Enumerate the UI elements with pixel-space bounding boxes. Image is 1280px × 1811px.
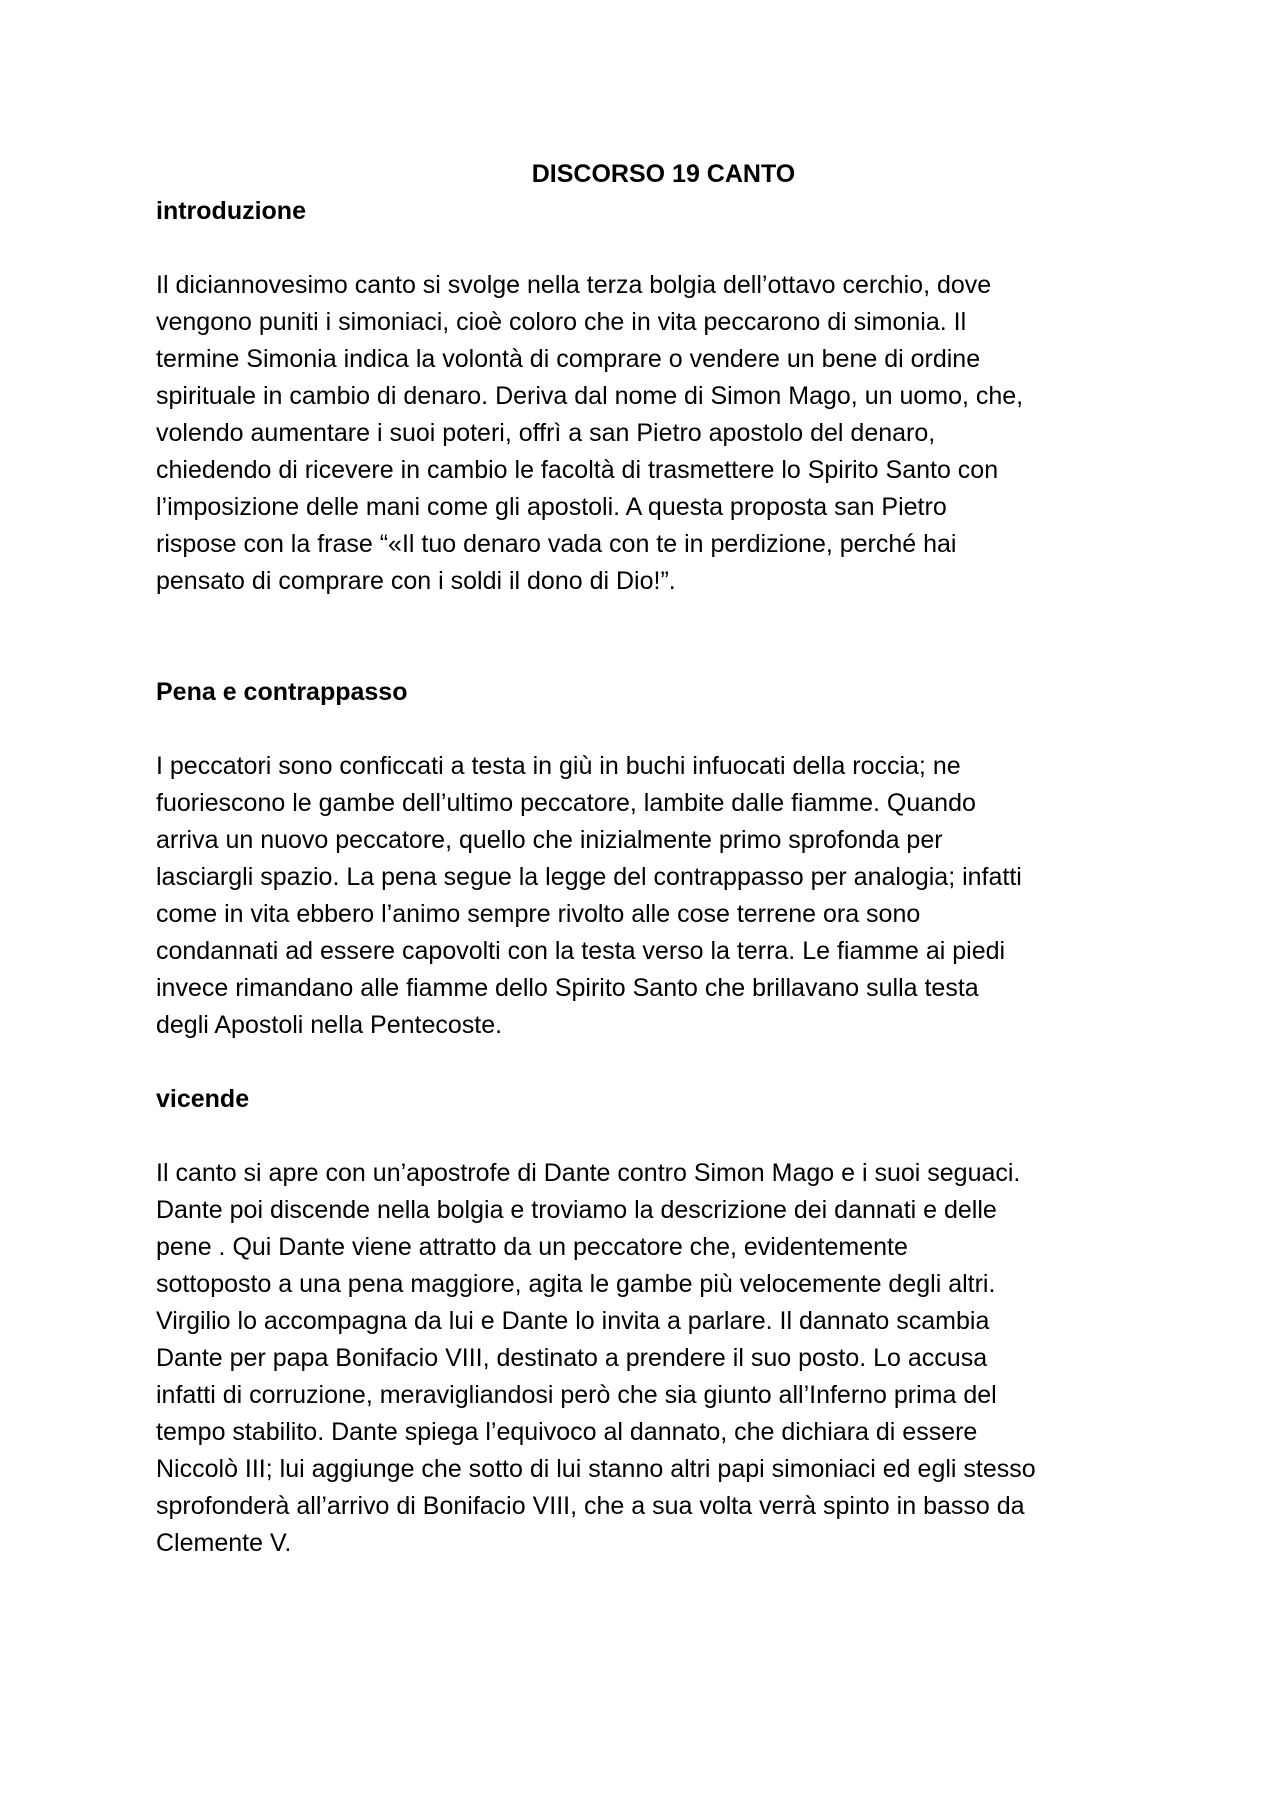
text-line: lasciargli spazio. La pena segue la legge del contrappasso per analogia; infatti [156, 863, 1022, 891]
text-line: arriva un nuovo peccatore, quello che inizialmente primo sprofonda per [156, 826, 943, 854]
section-heading-pena-e-contrappasso: Pena e contrappasso [156, 678, 408, 706]
text-line: Clemente V. [156, 1529, 292, 1557]
text-line: tempo stabilito. Dante spiega l’equivoco al dannato, che dichiara di essere [156, 1418, 978, 1446]
paragraph-pena-e-contrappasso [156, 748, 1136, 1044]
text-line: come in vita ebbero l’animo sempre rivolto alle cose terrene ora sono [156, 900, 921, 928]
text-line: sprofonderà all’arrivo di Bonifacio VIII, che a sua volta verrà spinto in basso da [156, 1492, 1025, 1520]
text-line: pene . Qui Dante viene attratto da un peccatore che, evidentemente [156, 1233, 908, 1261]
section-heading-vicende: vicende [156, 1085, 250, 1113]
text-line: Niccolò III; lui aggiunge che sotto di lui stanno altri papi simoniaci ed egli stesso [156, 1455, 1036, 1483]
paragraph-vicende [156, 1155, 1136, 1562]
section-heading-introduzione: introduzione [156, 197, 306, 225]
text-line: I peccatori sono conficcati a testa in giù in buchi infuocati della roccia; ne [156, 752, 961, 780]
text-line: l’imposizione delle mani come gli apostoli. A questa proposta san Pietro [156, 493, 947, 521]
paragraph-introduzione [156, 267, 1136, 600]
text-line: condannati ad essere capovolti con la testa verso la terra. Le fiamme ai piedi [156, 937, 1006, 965]
text-line: termine Simonia indica la volontà di comprare o vendere un bene di ordine [156, 345, 981, 373]
text-line: degli Apostoli nella Pentecoste. [156, 1011, 503, 1039]
spacer [156, 600, 1136, 674]
text-line: invece rimandano alle fiamme dello Spirito Santo che brillavano sulla testa [156, 974, 979, 1002]
text-line: volendo aumentare i suoi poteri, offrì a san Pietro apostolo del denaro, [156, 419, 936, 447]
text-line: chiedendo di ricevere in cambio le facoltà di trasmettere lo Spirito Santo con [156, 456, 999, 484]
text-line: spirituale in cambio di denaro. Deriva dal nome di Simon Mago, un uomo, che, [156, 382, 1024, 410]
document-page [156, 156, 1136, 1562]
text-line: Il canto si apre con un’apostrofe di Dante contro Simon Mago e i suoi seguaci. [156, 1159, 1021, 1187]
text-line: infatti di corruzione, meravigliandosi però che sia giunto all’Inferno prima del [156, 1381, 997, 1409]
text-line: pensato di comprare con i soldi il dono di Dio!”. [156, 567, 676, 595]
document-title: DISCORSO 19 CANTO [531, 160, 796, 188]
text-line: rispose con la frase “«Il tuo denaro vada con te in perdizione, perché hai [156, 530, 957, 558]
text-line: Virgilio lo accompagna da lui e Dante lo invita a parlare. Il dannato scambia [156, 1307, 990, 1335]
spacer [156, 230, 1136, 267]
text-line: Dante per papa Bonifacio VIII, destinato a prendere il suo posto. Lo accusa [156, 1344, 988, 1372]
spacer [156, 1044, 1136, 1081]
spacer [156, 1118, 1136, 1155]
text-line: Dante poi discende nella bolgia e troviamo la descrizione dei dannati e delle [156, 1196, 997, 1224]
text-line: Il diciannovesimo canto si svolge nella terza bolgia dell’ottavo cerchio, dove [156, 271, 992, 299]
text-line: vengono puniti i simoniaci, cioè coloro che in vita peccarono di simonia. Il [156, 308, 967, 336]
text-line: sottoposto a una pena maggiore, agita le gambe più velocemente degli altri. [156, 1270, 996, 1298]
spacer [156, 711, 1136, 748]
text-line: fuoriescono le gambe dell’ultimo peccatore, lambite dalle fiamme. Quando [156, 789, 976, 817]
